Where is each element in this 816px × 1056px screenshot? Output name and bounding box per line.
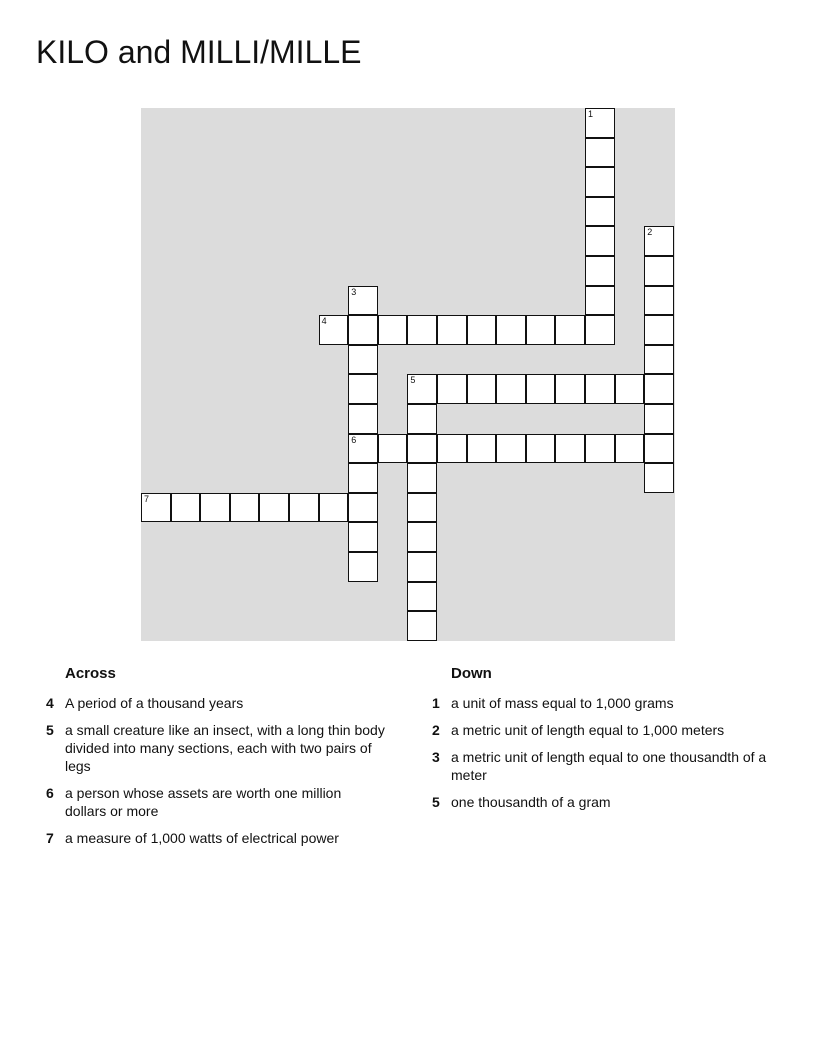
grid-cell[interactable] [437, 315, 467, 345]
grid-cell[interactable] [407, 582, 437, 612]
grid-cell[interactable] [585, 197, 615, 227]
grid-cell[interactable] [407, 374, 437, 404]
grid-cell[interactable] [289, 493, 319, 523]
grid-cell[interactable] [496, 315, 526, 345]
grid-cell[interactable] [141, 493, 171, 523]
grid-cell[interactable] [526, 434, 556, 464]
across-clue [46, 829, 386, 847]
grid-cell[interactable] [555, 434, 585, 464]
grid-cell[interactable] [526, 315, 556, 345]
grid-cell[interactable] [526, 374, 556, 404]
grid-cell[interactable] [644, 226, 674, 256]
grid-cell[interactable] [407, 493, 437, 523]
across-clues [46, 665, 386, 856]
grid-cell[interactable] [585, 256, 615, 286]
clue-text: A period of a thousand years [65, 695, 244, 711]
grid-cell[interactable] [319, 493, 349, 523]
grid-cell[interactable] [496, 374, 526, 404]
grid-cell[interactable] [378, 434, 408, 464]
grid-cell[interactable] [437, 434, 467, 464]
clue-text: a metric unit of length equal to 1,000 meters [451, 722, 725, 738]
grid-cell[interactable] [585, 138, 615, 168]
clue-number-label: 4 [321, 316, 327, 327]
grid-cell[interactable] [585, 286, 615, 316]
grid-cell[interactable] [585, 167, 615, 197]
grid-cell[interactable] [348, 493, 378, 523]
grid-cell[interactable] [407, 315, 437, 345]
down-clue [432, 793, 772, 811]
grid-cell[interactable] [348, 315, 378, 345]
grid-cell[interactable] [555, 315, 585, 345]
clue-number: 2 [432, 722, 440, 738]
grid-cell[interactable] [585, 108, 615, 138]
clue-number: 5 [46, 722, 54, 738]
clue-number-label: 5 [410, 375, 416, 386]
grid-cell[interactable] [348, 463, 378, 493]
clue-number-label: 7 [144, 493, 150, 504]
grid-cell[interactable] [348, 434, 378, 464]
clue-number-label: 2 [647, 227, 653, 238]
grid-cell[interactable] [407, 434, 437, 464]
clue-text: a small creature like an insect, with a long thin body divided into many sections, each with two pairs of legs [65, 722, 385, 774]
grid-cell[interactable] [585, 434, 615, 464]
grid-cell[interactable] [644, 434, 674, 464]
clue-number: 1 [432, 695, 440, 711]
grid-cell[interactable] [200, 493, 230, 523]
clue-number: 7 [46, 830, 54, 846]
grid-cell[interactable] [496, 434, 526, 464]
clue-text: a measure of 1,000 watts of electrical power [65, 830, 339, 846]
grid-cell[interactable] [407, 611, 437, 641]
grid-cell[interactable] [467, 315, 497, 345]
down-clue [432, 721, 772, 739]
grid-cell[interactable] [407, 404, 437, 434]
grid-cell[interactable] [407, 552, 437, 582]
grid-cell[interactable] [319, 315, 349, 345]
across-clue [46, 721, 386, 775]
grid-cell[interactable] [437, 374, 467, 404]
grid-cell[interactable] [644, 345, 674, 375]
grid-cell[interactable] [230, 493, 260, 523]
down-heading: Down [451, 665, 492, 682]
clue-number: 4 [46, 695, 54, 711]
grid-cell[interactable] [348, 374, 378, 404]
clue-number: 5 [432, 794, 440, 810]
page-title: KILO and MILLI/MILLE [36, 34, 362, 70]
clue-number: 6 [46, 785, 54, 801]
grid-cell[interactable] [644, 463, 674, 493]
grid-cell[interactable] [171, 493, 201, 523]
down-clues [432, 665, 772, 820]
across-clue [46, 694, 386, 712]
clue-number-label: 6 [351, 434, 357, 445]
grid-cell[interactable] [644, 286, 674, 316]
across-heading: Across [65, 665, 116, 682]
grid-cell[interactable] [378, 315, 408, 345]
grid-cell[interactable] [585, 374, 615, 404]
down-clue [432, 694, 772, 712]
grid-cell[interactable] [615, 434, 645, 464]
clue-number-label: 1 [588, 109, 594, 119]
grid-cell[interactable] [467, 434, 497, 464]
grid-cell[interactable] [585, 226, 615, 256]
grid-cell[interactable] [644, 256, 674, 286]
grid-cell[interactable] [407, 463, 437, 493]
grid-cell[interactable] [348, 522, 378, 552]
grid-cell[interactable] [407, 522, 437, 552]
grid-cell[interactable] [644, 374, 674, 404]
grid-cell[interactable] [348, 345, 378, 375]
down-clue [432, 748, 772, 784]
grid-cell[interactable] [259, 493, 289, 523]
grid-cell[interactable] [615, 374, 645, 404]
grid-cell[interactable] [348, 552, 378, 582]
grid-cell[interactable] [644, 404, 674, 434]
clue-text: a person whose assets are worth one million dollars or more [65, 785, 342, 819]
clue-text: a unit of mass equal to 1,000 grams [451, 695, 674, 711]
grid-cell[interactable] [348, 404, 378, 434]
grid-cell[interactable] [467, 374, 497, 404]
grid-cell[interactable] [348, 286, 378, 316]
crossword-grid [141, 108, 675, 641]
grid-cell[interactable] [585, 315, 615, 345]
clue-text: a metric unit of length equal to one thousandth of a meter [451, 749, 767, 783]
grid-cell[interactable] [555, 374, 585, 404]
across-clue [46, 784, 386, 820]
grid-cell[interactable] [644, 315, 674, 345]
clue-number: 3 [432, 749, 440, 765]
clue-text: one thousandth of a gram [451, 794, 611, 810]
clue-number-label: 3 [351, 286, 357, 297]
